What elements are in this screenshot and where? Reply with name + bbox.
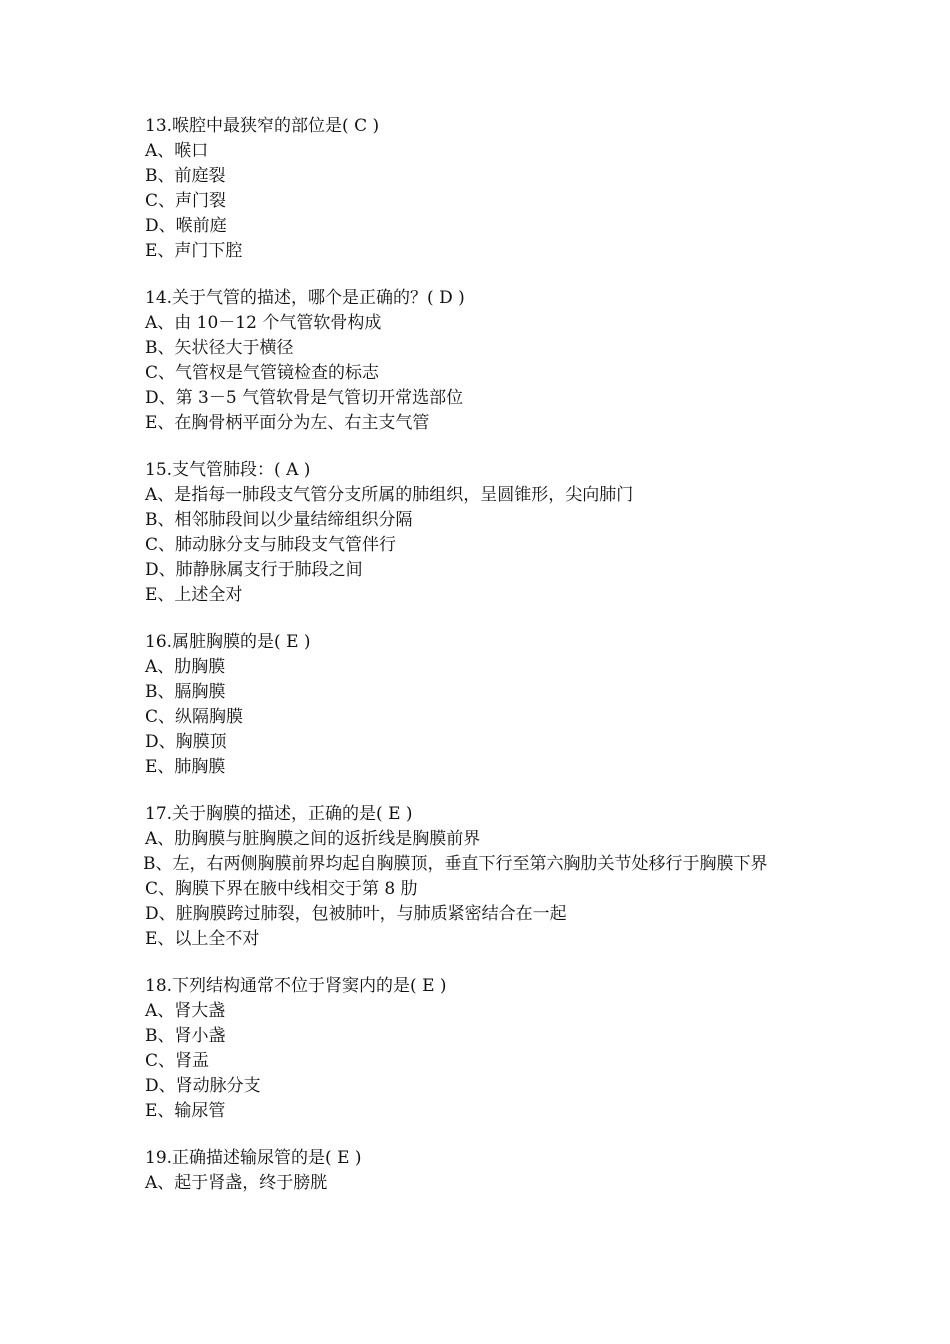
question-18 bbox=[145, 974, 815, 1124]
option-a: A、起于肾盏，终于膀胱 bbox=[145, 1173, 328, 1193]
question-stem: 19.正确描述输尿管的是( E ) bbox=[145, 1148, 362, 1168]
option-e: E、上述全对 bbox=[145, 585, 243, 605]
question-stem: 17.关于胸膜的描述，正确的是( E ) bbox=[145, 804, 413, 824]
question-15 bbox=[145, 458, 815, 608]
option-b: B、左，右两侧胸膜前界均起自胸膜顶，垂直下行至第六胸肋关节处移行于胸膜下界 bbox=[143, 854, 768, 874]
option-d: D、喉前庭 bbox=[145, 216, 227, 236]
option-a: A、喉口 bbox=[145, 141, 209, 161]
option-b: B、前庭裂 bbox=[145, 166, 226, 186]
question-17 bbox=[145, 802, 815, 952]
option-d: D、脏胸膜跨过肺裂，包被肺叶，与肺质紧密结合在一起 bbox=[145, 904, 567, 924]
question-stem: 14.关于气管的描述，哪个是正确的？( D ) bbox=[145, 288, 465, 308]
question-14 bbox=[145, 286, 815, 436]
option-c: C、气管杈是气管镜检查的标志 bbox=[145, 363, 380, 383]
option-a: A、是指每一肺段支气管分支所属的肺组织，呈圆锥形，尖向肺门 bbox=[145, 485, 634, 505]
option-d: D、肾动脉分支 bbox=[145, 1076, 261, 1096]
option-e: E、在胸骨柄平面分为左、右主支气管 bbox=[145, 413, 430, 433]
question-stem: 15.支气管肺段：( A ) bbox=[145, 460, 311, 480]
option-e: E、肺胸膜 bbox=[145, 757, 226, 777]
question-stem: 13.喉腔中最狭窄的部位是( C ) bbox=[145, 116, 380, 136]
option-d: D、肺静脉属支行于肺段之间 bbox=[145, 560, 363, 580]
option-e: E、以上全不对 bbox=[145, 929, 260, 949]
document-page bbox=[145, 114, 815, 1218]
option-b: B、矢状径大于横径 bbox=[145, 338, 294, 358]
question-stem: 18.下列结构通常不位于肾窦内的是( E ) bbox=[145, 976, 447, 996]
option-d: D、胸膜顶 bbox=[145, 732, 227, 752]
option-d: D、第 3－5 气管软骨是气管切开常选部位 bbox=[145, 388, 464, 408]
option-b: B、相邻肺段间以少量结缔组织分隔 bbox=[145, 510, 413, 530]
option-a: A、肋胸膜与脏胸膜之间的返折线是胸膜前界 bbox=[145, 829, 481, 849]
option-e: E、输尿管 bbox=[145, 1101, 226, 1121]
option-c: C、纵隔胸膜 bbox=[145, 707, 244, 727]
option-c: C、胸膜下界在腋中线相交于第 8 肋 bbox=[145, 879, 418, 899]
option-b: B、膈胸膜 bbox=[145, 682, 226, 702]
option-b: B、肾小盏 bbox=[145, 1026, 226, 1046]
option-a: A、肋胸膜 bbox=[145, 657, 226, 677]
question-16 bbox=[145, 630, 815, 780]
option-e: E、声门下腔 bbox=[145, 241, 243, 261]
option-a: A、肾大盏 bbox=[145, 1001, 226, 1021]
option-a: A、由 10－12 个气管软骨构成 bbox=[145, 313, 382, 333]
option-c: C、肺动脉分支与肺段支气管伴行 bbox=[145, 535, 397, 555]
option-c: C、声门裂 bbox=[145, 191, 227, 211]
question-stem: 16.属脏胸膜的是( E ) bbox=[145, 632, 311, 652]
question-19 bbox=[145, 1146, 815, 1196]
question-13 bbox=[145, 114, 815, 264]
option-c: C、肾盂 bbox=[145, 1051, 210, 1071]
